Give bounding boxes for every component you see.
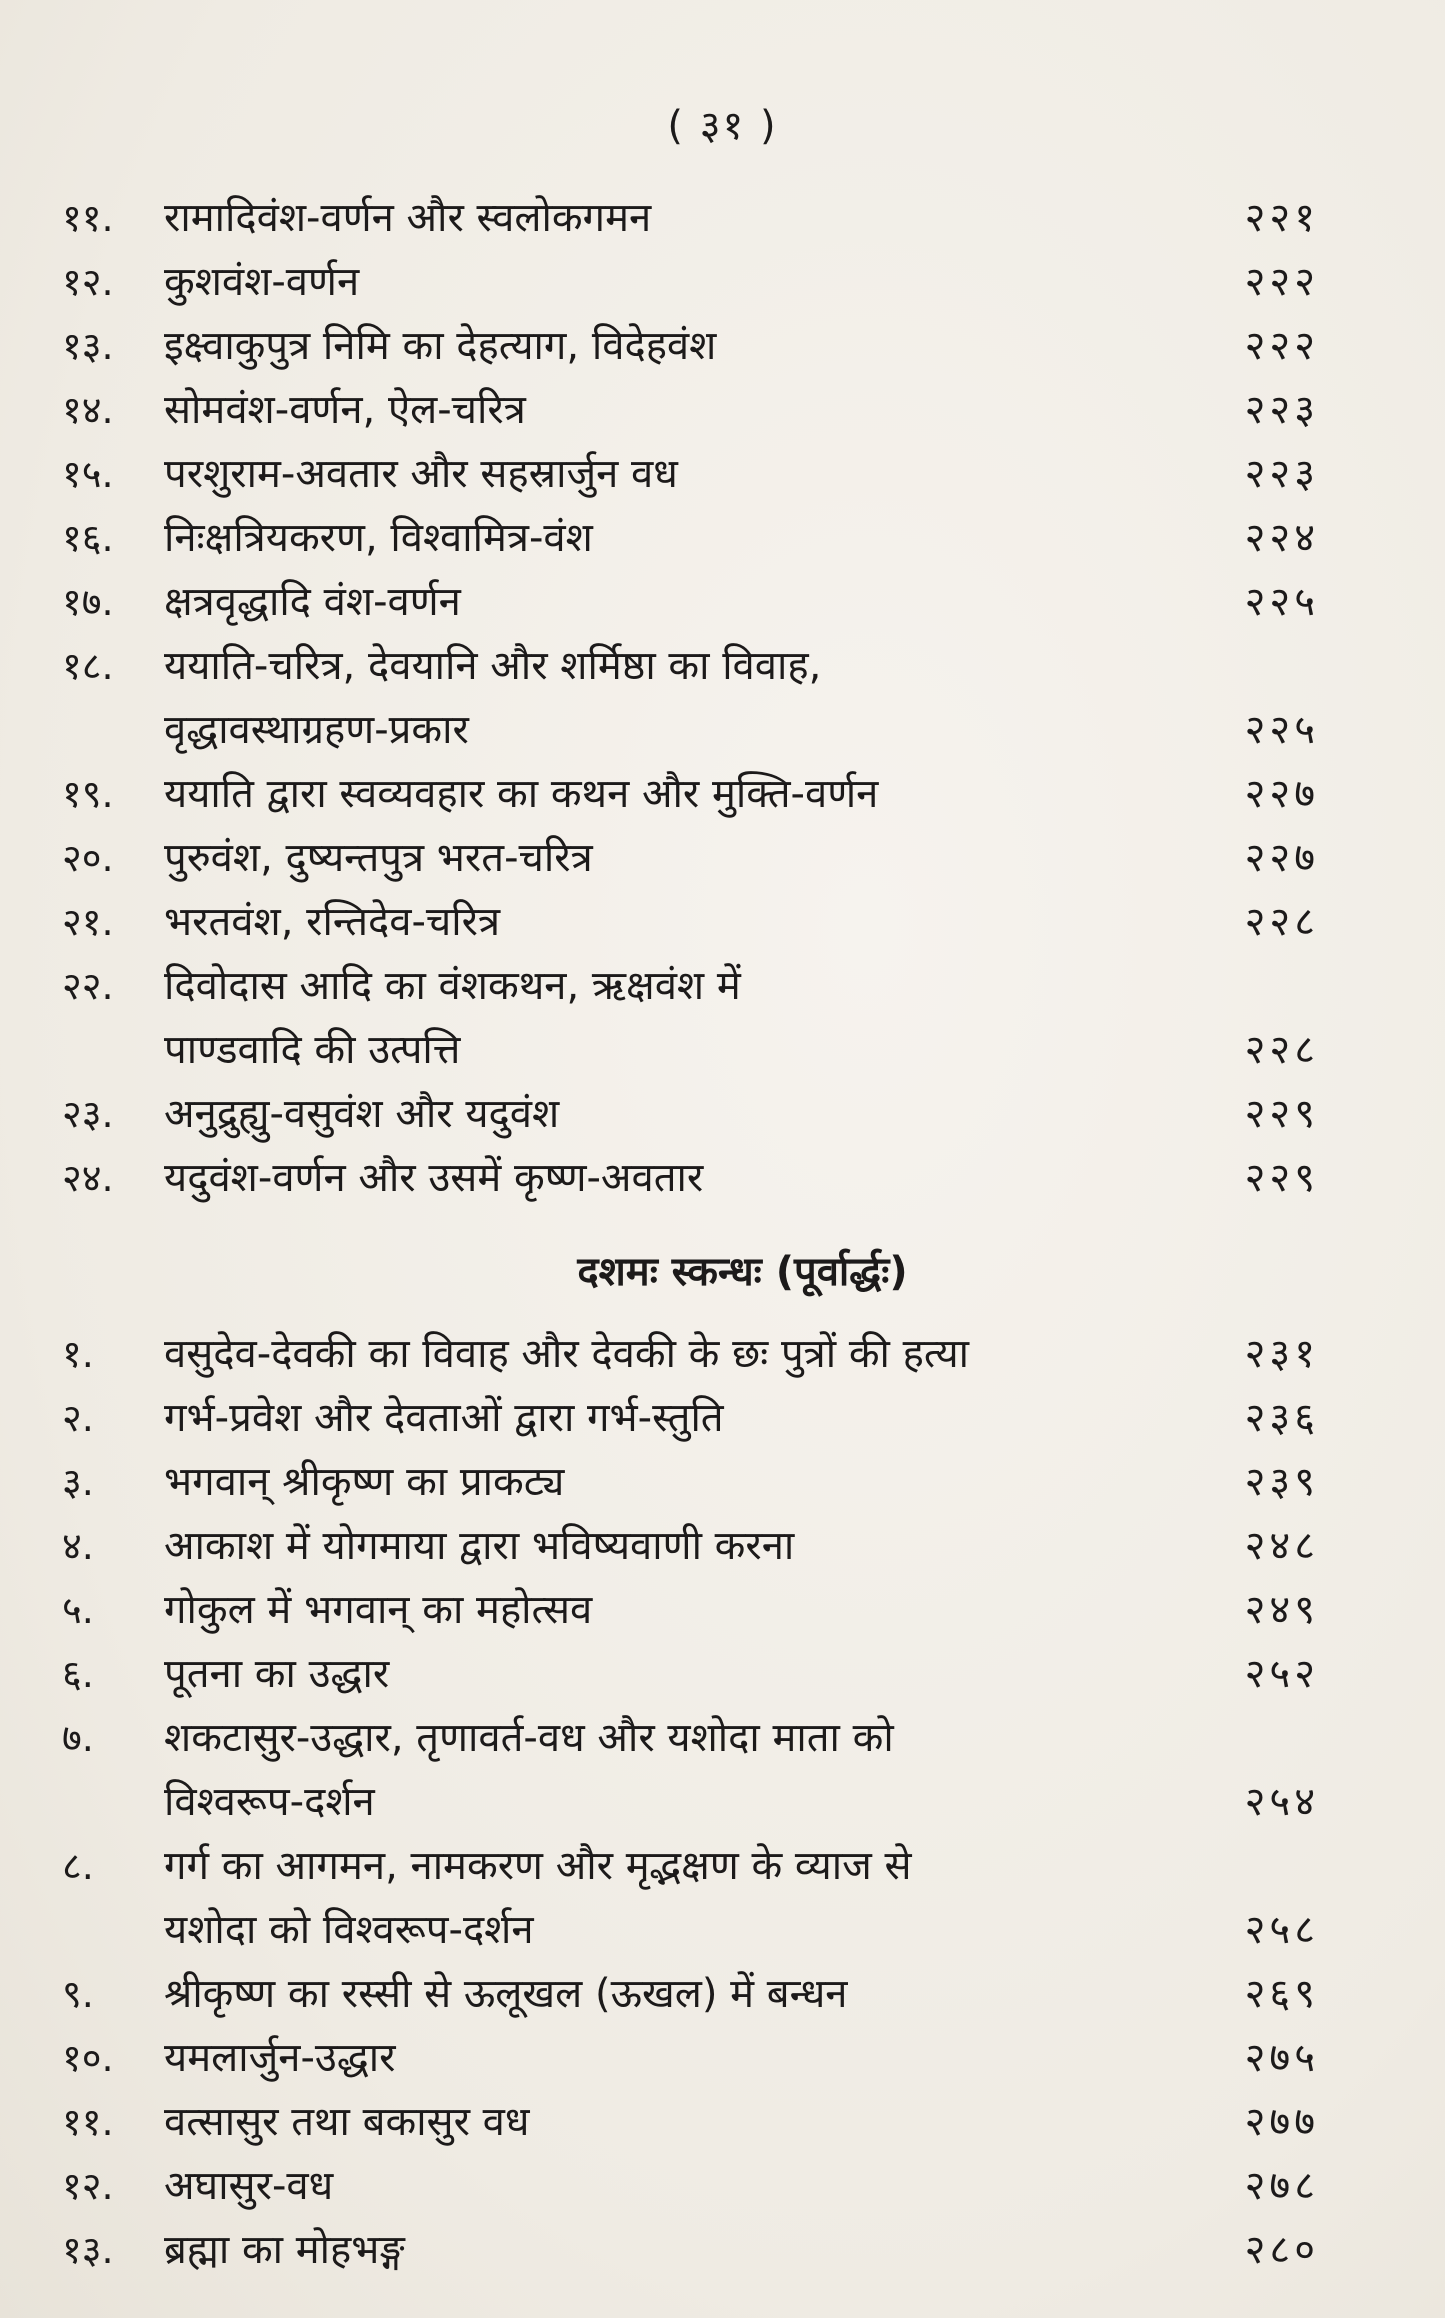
toc-entry-page: २३६ [1244, 1395, 1319, 1441]
toc-entry-number: ३. [62, 1460, 94, 1504]
toc-entry-number: १. [62, 1332, 94, 1376]
toc-entry-title: दिवोदास आदि का वंशकथन, ऋक्षवंश में [164, 963, 741, 1009]
toc-entry-title: सोमवंश-वर्णन, ऐल-चरित्र [164, 387, 526, 433]
toc-entry [0, 634, 1445, 762]
toc-entry-page: २६९ [1244, 1971, 1319, 2017]
toc-entry [0, 1146, 1445, 1210]
toc-entry-page: २२३ [1244, 387, 1319, 433]
toc-entry-number: ४. [62, 1524, 94, 1568]
toc-entry-number: १५. [62, 452, 114, 496]
toc-entry-line [0, 1514, 1445, 1578]
toc-entry-title: गर्भ-प्रवेश और देवताओं द्वारा गर्भ-स्तुति [164, 1395, 724, 1441]
toc-entry-page: २२९ [1244, 1155, 1319, 1201]
toc-entry-number: ६. [62, 1652, 94, 1696]
toc-entry [0, 442, 1445, 506]
toc-entry-title: यदुवंश-वर्णन और उसमें कृष्ण-अवतार [164, 1155, 704, 1201]
toc-entry-page: २२५ [1244, 707, 1319, 753]
toc-entry-number: १७. [62, 580, 114, 624]
toc-entry-line [0, 506, 1445, 570]
toc-entry-number: १४. [62, 388, 114, 432]
toc-entry-line [0, 1322, 1445, 1386]
toc-entry-line [0, 186, 1445, 250]
toc-entry-title: यमलार्जुन-उद्धार [164, 2035, 396, 2081]
toc-entry-number: २२. [62, 964, 114, 1008]
toc-entry-number: २१. [62, 900, 114, 944]
toc-entry-line [0, 1962, 1445, 2026]
page-number: ( ३१ ) [667, 103, 778, 149]
toc-entry-line [0, 954, 1445, 1018]
toc-entry-page: २५८ [1244, 1907, 1319, 1953]
toc-entry-title: वृद्धावस्थाग्रहण-प्रकार [164, 707, 469, 753]
toc-entry-title: पुरुवंश, दुष्यन्तपुत्र भरत-चरित्र [164, 835, 593, 881]
toc-entry [0, 1082, 1445, 1146]
toc-entry-page: २२२ [1244, 323, 1319, 369]
toc-entry-title: वसुदेव-देवकी का विवाह और देवकी के छः पुत्रों की हत्या [164, 1331, 970, 1377]
toc-entry-title: परशुराम-अवतार और सहस्रार्जुन वध [164, 451, 678, 497]
toc-entry-page: २७७ [1244, 2099, 1319, 2145]
toc-entry-number: ११. [62, 2100, 114, 2144]
toc-entry-title: यशोदा को विश्वरूप-दर्शन [164, 1907, 534, 1953]
toc-entry-number: २३. [62, 1092, 114, 1136]
toc-entry-line [0, 1706, 1445, 1770]
toc-entry-title: कुशवंश-वर्णन [164, 259, 360, 305]
toc-entry [0, 954, 1445, 1082]
toc-entry-page: २२३ [1244, 451, 1319, 497]
toc-entry-page: २२७ [1244, 771, 1319, 817]
toc-entry-number: ५. [62, 1588, 94, 1632]
toc-entry-page: २५४ [1244, 1779, 1319, 1825]
toc-entry [0, 1834, 1445, 1962]
toc-entry-number: १२. [62, 260, 114, 304]
toc-entry [0, 1322, 1445, 1386]
toc-entry-title: पूतना का उद्धार [164, 1651, 390, 1697]
toc-entry [0, 1386, 1445, 1450]
toc-entry-number: १३. [62, 2228, 114, 2272]
toc-entry [0, 826, 1445, 890]
toc-entry-line [0, 2090, 1445, 2154]
toc-entry [0, 314, 1445, 378]
toc-entry-line [0, 2218, 1445, 2282]
toc-entry-line [0, 1578, 1445, 1642]
toc-entry [0, 762, 1445, 826]
toc-entry [0, 1450, 1445, 1514]
toc-entry-page: २७८ [1244, 2163, 1319, 2209]
toc-entry-title: पाण्डवादि की उत्पत्ति [164, 1027, 461, 1073]
toc-entry-page: २२२ [1244, 259, 1319, 305]
toc-entry-page: २२७ [1244, 835, 1319, 881]
toc-entry-line [0, 1770, 1445, 1834]
toc-entry [0, 570, 1445, 634]
toc-entry-title: इक्ष्वाकुपुत्र निमि का देहत्याग, विदेहवंश [164, 323, 717, 369]
toc-entry-line [0, 442, 1445, 506]
toc-entry-title: निःक्षत्रियकरण, विश्वामित्र-वंश [164, 515, 593, 561]
toc-entry-number: ७. [62, 1716, 94, 1760]
toc-entry-number: २४. [62, 1156, 114, 1200]
toc-entry-number: २. [62, 1396, 94, 1440]
toc-entry-title: क्षत्रवृद्धादि वंश-वर्णन [164, 579, 461, 625]
toc-entry-title: श्रीकृष्ण का रस्सी से ऊलूखल (ऊखल) में बन्धन [164, 1971, 848, 2017]
toc-entry-number: १०. [62, 2036, 114, 2080]
toc-entry [0, 506, 1445, 570]
toc-entry [0, 2218, 1445, 2282]
toc-entry-line [0, 698, 1445, 762]
toc-entry-line [0, 1082, 1445, 1146]
toc-entry-line [0, 1018, 1445, 1082]
toc-entry-title: अघासुर-वध [164, 2163, 334, 2209]
toc-entry-number: १८. [62, 644, 114, 688]
toc-entry-number: ९. [62, 1972, 94, 2016]
toc-entry-line [0, 314, 1445, 378]
toc-entry-title: वत्सासुर तथा बकासुर वध [164, 2099, 530, 2145]
toc-entry-line [0, 826, 1445, 890]
toc-entry-line [0, 762, 1445, 826]
toc-entry-number: २०. [62, 836, 114, 880]
toc-entry-line [0, 1450, 1445, 1514]
toc-entry-page: २२८ [1244, 899, 1319, 945]
toc-entry-page: २५२ [1244, 1651, 1319, 1697]
toc-entry-page: २२८ [1244, 1027, 1319, 1073]
toc-entry-page: २३१ [1244, 1331, 1319, 1377]
toc-entry-line [0, 890, 1445, 954]
toc-entry-title: रामादिवंश-वर्णन और स्वलोकगमन [164, 195, 652, 241]
toc-entry-number: १९. [62, 772, 114, 816]
toc-entry-page: २७५ [1244, 2035, 1319, 2081]
toc-entry [0, 1514, 1445, 1578]
toc-entry [0, 890, 1445, 954]
toc-entry-number: १३. [62, 324, 114, 368]
toc-entry-title: ययाति-चरित्र, देवयानि और शर्मिष्ठा का विवाह, [164, 643, 822, 689]
toc-entry-title: अनुद्रुह्यु-वसुवंश और यदुवंश [164, 1091, 560, 1137]
toc-entry [0, 2090, 1445, 2154]
toc-entry-line [0, 570, 1445, 634]
toc-entry-line [0, 1834, 1445, 1898]
toc-entry [0, 378, 1445, 442]
toc-entry-title: ययाति द्वारा स्वव्यवहार का कथन और मुक्ति-वर्णन [164, 771, 879, 817]
toc-entry [0, 1962, 1445, 2026]
toc-entry-page: २२४ [1244, 515, 1319, 561]
toc-entry [0, 2026, 1445, 2090]
toc-entry [0, 1642, 1445, 1706]
toc-entry-line [0, 2154, 1445, 2218]
toc-entry [0, 250, 1445, 314]
toc-entry-line [0, 1898, 1445, 1962]
toc-entry-number: १२. [62, 2164, 114, 2208]
section-heading: दशमः स्कन्धः (पूर्वार्द्धः) [577, 1249, 908, 1295]
toc-entry-page: २४८ [1244, 1523, 1319, 1569]
toc-entry [0, 2154, 1445, 2218]
toc-entry-title: भरतवंश, रन्तिदेव-चरित्र [164, 899, 501, 945]
toc-entry-title: शकटासुर-उद्धार, तृणावर्त-वध और यशोदा माता को [164, 1715, 894, 1761]
toc-entry-line [0, 1642, 1445, 1706]
toc-entry-title: गोकुल में भगवान् का महोत्सव [164, 1587, 593, 1633]
toc-entry-title: भगवान् श्रीकृष्ण का प्राकट्य [164, 1459, 565, 1505]
toc-entry-line [0, 2026, 1445, 2090]
toc-entry [0, 1706, 1445, 1834]
toc-entry-line [0, 1386, 1445, 1450]
toc-entry-line [0, 1146, 1445, 1210]
toc-entry-number: ११. [62, 196, 114, 240]
toc-entry-page: २८० [1244, 2227, 1319, 2273]
toc-entry [0, 186, 1445, 250]
toc-entry-page: २२५ [1244, 579, 1319, 625]
toc-entry-page: २३९ [1244, 1459, 1319, 1505]
toc-entry-line [0, 378, 1445, 442]
toc-entry [0, 1578, 1445, 1642]
toc-entry-page: २४९ [1244, 1587, 1319, 1633]
toc-entry-title: आकाश में योगमाया द्वारा भविष्यवाणी करना [164, 1523, 795, 1569]
toc-entry-page: २२१ [1244, 195, 1319, 241]
toc-entry-line [0, 634, 1445, 698]
toc-entry-number: ८. [62, 1844, 94, 1888]
toc-entry-line [0, 250, 1445, 314]
toc-entry-title: गर्ग का आगमन, नामकरण और मृद्भक्षण के व्याज से [164, 1843, 912, 1889]
toc-entry-title: विश्वरूप-दर्शन [164, 1779, 375, 1825]
toc-entry-number: १६. [62, 516, 114, 560]
toc-entry-page: २२९ [1244, 1091, 1319, 1137]
toc-entry-title: ब्रह्मा का मोहभङ्ग [164, 2227, 405, 2273]
